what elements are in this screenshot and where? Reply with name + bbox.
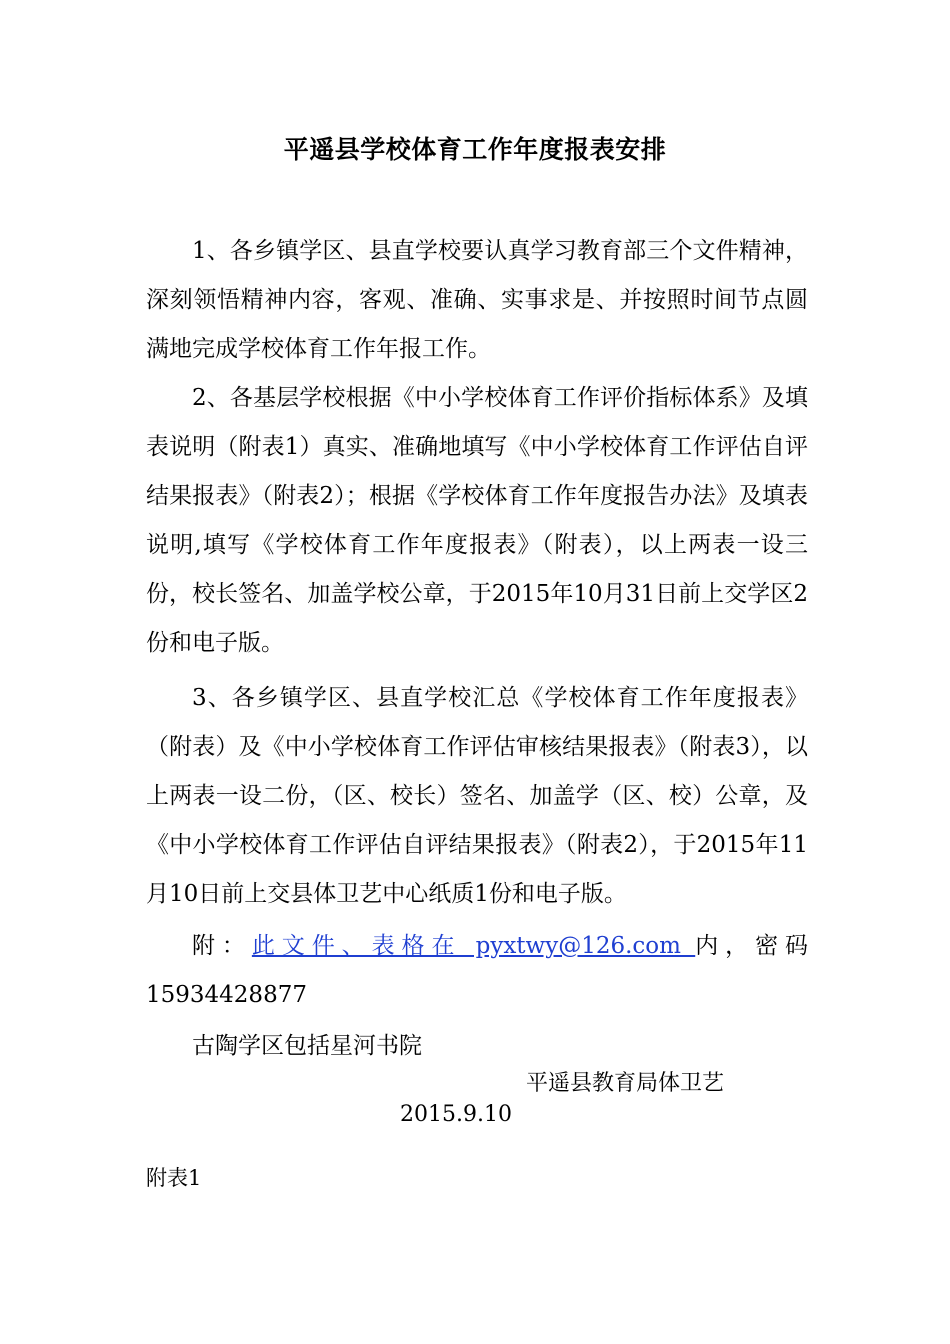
signature-department: 平遥县教育局体卫艺	[526, 1071, 725, 1096]
attachment-prefix: 附：	[192, 933, 252, 959]
paragraph-1: 1、各乡镇学区、县直学校要认真学习教育部三个文件精神，深刻领悟精神内容，客观、准确、实事求是、并按照时间节点圆满地完成学校体育工作年报工作。	[146, 238, 808, 362]
area-note: 古陶学区包括星河书院	[192, 1033, 422, 1059]
email-link[interactable]: 此文件、表格在 pyxtwy@126.com	[251, 933, 696, 959]
paragraph-3: 3、各乡镇学区、县直学校汇总《学校体育工作年度报表》（附表）及《中小学校体育工作评估审核结果报表》（附表3），以上两表一设二份，（区、校长）签名、加盖学（区、校）公章，及《中小学校体育工作评估自评结果报表》（附表2），于2015年11月10日前上交县体卫艺中心纸质1份和电子版。	[146, 685, 808, 907]
attachment-note	[146, 922, 808, 1020]
annex-label: 附表1	[146, 1166, 202, 1190]
signature-date: 2015.9.10	[400, 1102, 512, 1127]
document-title: 平遥县学校体育工作年度报表安排	[283, 135, 667, 164]
paragraph-2: 2、各基层学校根据《中小学校体育工作评价指标体系》及填表说明（附表1）真实、准确地填写《中小学校体育工作评估自评结果报表》（附表2）；根据《学校体育工作年度报告办法》及填表说明,填写《学校体育工作年度报表》（附表），以上两表一设三份，校长签名、加盖学校公章，于2015年10月31日前上交学区2份和电子版。	[146, 385, 808, 656]
attachment-suffix: 内，密码15934428877	[146, 933, 809, 1008]
